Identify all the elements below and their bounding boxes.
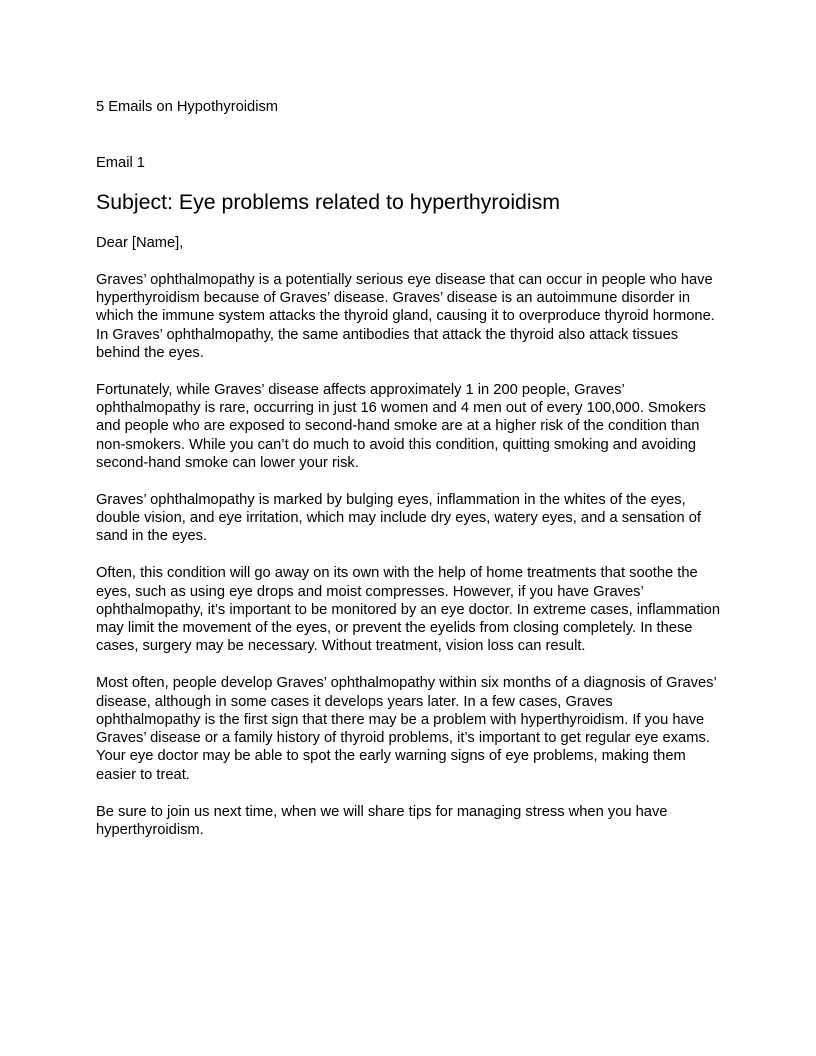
subject-heading: Subject: Eye problems related to hyperthyroidism <box>96 189 561 214</box>
email-paragraph-2: Fortunately, while Graves’ disease affects approximately 1 in 200 people, Graves’ ophthalmopathy is rare, occurring in just 16 women and 4 men out of every 100,000. Smokers and people who are exposed to second-hand smoke are at a higher risk of the condition than non-smokers. While you can’t do much to avoid this condition, quitting smoking and avoiding second-hand smoke can lower your risk. <box>96 381 706 472</box>
email-label: Email 1 <box>96 155 145 172</box>
email-paragraph-5: Most often, people develop Graves’ ophthalmopathy within six months of a diagnosis of Graves’ disease, although in some cases it develops years later. In a few cases, Graves ophthalmopathy is the first sign that there may be a problem with hyperthyroidism. If you have Graves’ disease or a family history of thyroid problems, it’s important to get regular eye exams. Your eye doctor may be able to spot the early warning signs of eye problems, making them easier to treat. <box>96 675 717 783</box>
email-paragraph-4: Often, this condition will go away on its own with the help of home treatments that soothe the eyes, such as using eye drops and moist compresses. However, if you have Graves’ ophthalmopathy, it’s important to be monitored by an eye doctor. In extreme cases, inflammation may limit the movement of the eyes, or prevent the eyelids from closing completely. In these cases, surgery may be necessary. Without treatment, vision loss can result. <box>96 565 721 655</box>
document-title: 5 Emails on Hypothyroidism <box>96 99 279 115</box>
email-paragraph-3: Graves’ ophthalmopathy is marked by bulging eyes, inflammation in the whites of the eyes, double vision, and eye irritation, which may include dry eyes, watery eyes, and a sensation of sand in the eyes. <box>96 491 701 545</box>
email-paragraph-6: Be sure to join us next time, when we will share tips for managing stress when you have hyperthyroidism. <box>96 803 668 838</box>
salutation: Dear [Name], <box>96 234 184 251</box>
email-paragraph-1: Graves’ ophthalmopathy is a potentially serious eye disease that can occur in people who have hyperthyroidism because of Graves’ disease. Graves’ disease is an autoimmune disorder in which the immune system attacks the thyroid gland, causing it to overproduce thyroid hormone. In Graves’ ophthalmopathy, the same antibodies that attack the thyroid also attack tissues behind the eyes. <box>96 271 715 362</box>
